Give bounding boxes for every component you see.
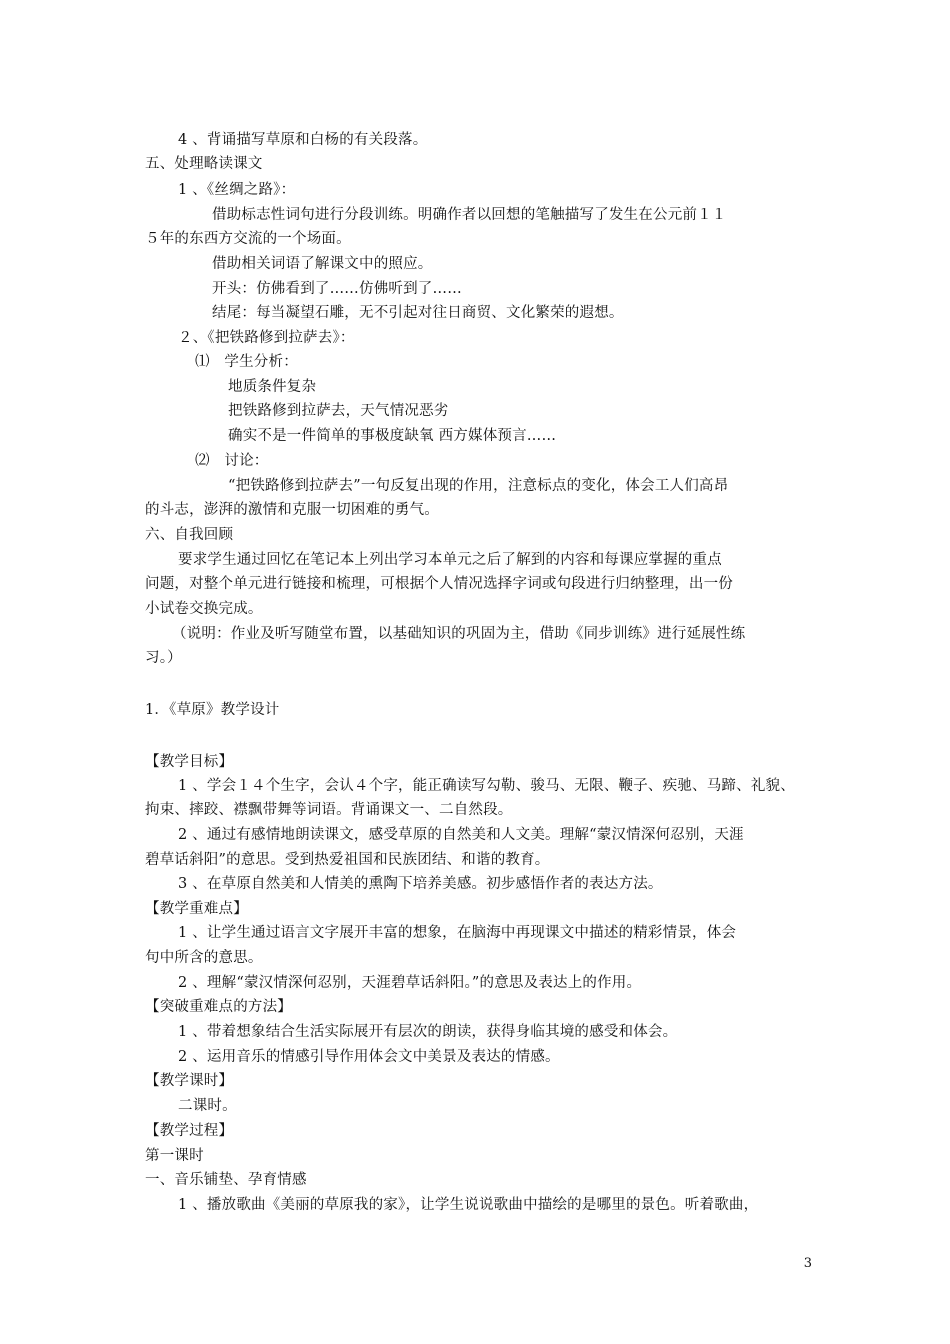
text-line: 拘束、摔跤、襟飘带舞等词语。背诵课文一、二自然段。 [145, 802, 513, 818]
text-line: 借助标志性词句进行分段训练。明确作者以回想的笔触描写了发生在公元前１１ [212, 207, 727, 223]
page-number: 3 [803, 1256, 812, 1271]
section-heading: 【突破重难点的方法】 [145, 999, 292, 1015]
lesson-title: 1．《草原》教学设计 [145, 702, 280, 718]
section-heading: 六、自我回顾 [145, 527, 234, 543]
text-line: 1 、让学生通过语言文字展开丰富的想象，在脑海中再现课文中描述的精彩情景，体会 [178, 925, 737, 941]
text-line: ５年的东西方交流的一个场面。 [145, 231, 351, 247]
text-line: 二课时。 [178, 1098, 237, 1114]
text-line: 借助相关词语了解课文中的照应。 [212, 256, 433, 272]
section-heading: 五、处理略读课文 [145, 156, 263, 172]
section-heading: 【教学过程】 [145, 1123, 234, 1139]
text-line: 要求学生通过回忆在笔记本上列出学习本单元之后了解到的内容和每课应掌握的重点 [178, 552, 722, 568]
text-line: “把铁路修到拉萨去”一句反复出现的作用，注意标点的变化，体会工人们高昂 [228, 478, 729, 494]
text-line: 1 、《丝绸之路》： [178, 182, 296, 198]
text-line: 4 、背诵描写草原和白杨的有关段落。 [178, 132, 428, 148]
text-line: （说明：作业及听写随堂布置，以基础知识的巩固为主，借助《同步训练》进行延展性练 [172, 626, 746, 642]
text-line: ⑴ 学生分析： [195, 354, 298, 370]
text-line: 确实不是一件简单的事极度缺氧 西方媒体预言…… [228, 428, 557, 444]
text-line: 3 、在草原自然美和人情美的熏陶下培养美感。初步感悟作者的表达方法。 [178, 876, 663, 892]
text-line: 习。） [145, 650, 182, 666]
text-line: ２、《把铁路修到拉萨去》： [178, 330, 355, 346]
text-line: 的斗志，澎湃的激情和克服一切困难的勇气。 [145, 502, 439, 518]
section-heading: 【教学目标】 [145, 754, 234, 770]
text-line: 1 、学会１４个生字，会认４个字，能正确读写勾勒、骏马、无限、鞭子、疾驰、马蹄、礼貌、 [178, 778, 795, 794]
text-line: 碧草话斜阳”的意思。受到热爱祖国和民族团结、和谐的教育。 [145, 852, 550, 868]
text-line: 结尾：每当凝望石雕，无不引起对往日商贸、文化繁荣的遐想。 [212, 305, 624, 321]
text-line: 1 、播放歌曲《美丽的草原我的家》，让学生说说歌曲中描绘的是哪里的景色。听着歌曲， [178, 1197, 759, 1213]
text-line: 2 、理解“蒙汉情深何忍别，天涯碧草话斜阳。”的意思及表达上的作用。 [178, 975, 642, 991]
text-line: 把铁路修到拉萨去，天气情况恶劣 [228, 403, 449, 419]
section-heading: 【教学重难点】 [145, 901, 248, 917]
text-line: 小试卷交换完成。 [145, 601, 263, 617]
text-line: 问题，对整个单元进行链接和梳理，可根据个人情况选择字词或句段进行归纳整理，出一份 [145, 576, 733, 592]
section-heading: 【教学课时】 [145, 1073, 234, 1089]
text-line: 开头：仿佛看到了……仿佛听到了…… [212, 281, 462, 297]
text-line: 第一课时 [145, 1148, 204, 1164]
text-line: ⑵ 讨论： [195, 453, 269, 469]
text-line: 2 、通过有感情地朗读课文，感受草原的自然美和人文美。理解“蒙汉情深何忍别，天涯 [178, 827, 744, 843]
text-line: 地质条件复杂 [228, 379, 317, 395]
text-line: 一、音乐铺垫、孕育情感 [145, 1172, 307, 1188]
text-line: 2 、运用音乐的情感引导作用体会文中美景及表达的情感。 [178, 1049, 560, 1065]
text-line: 句中所含的意思。 [145, 950, 263, 966]
text-line: 1 、带着想象结合生活实际展开有层次的朗读，获得身临其境的感受和体会。 [178, 1024, 678, 1040]
